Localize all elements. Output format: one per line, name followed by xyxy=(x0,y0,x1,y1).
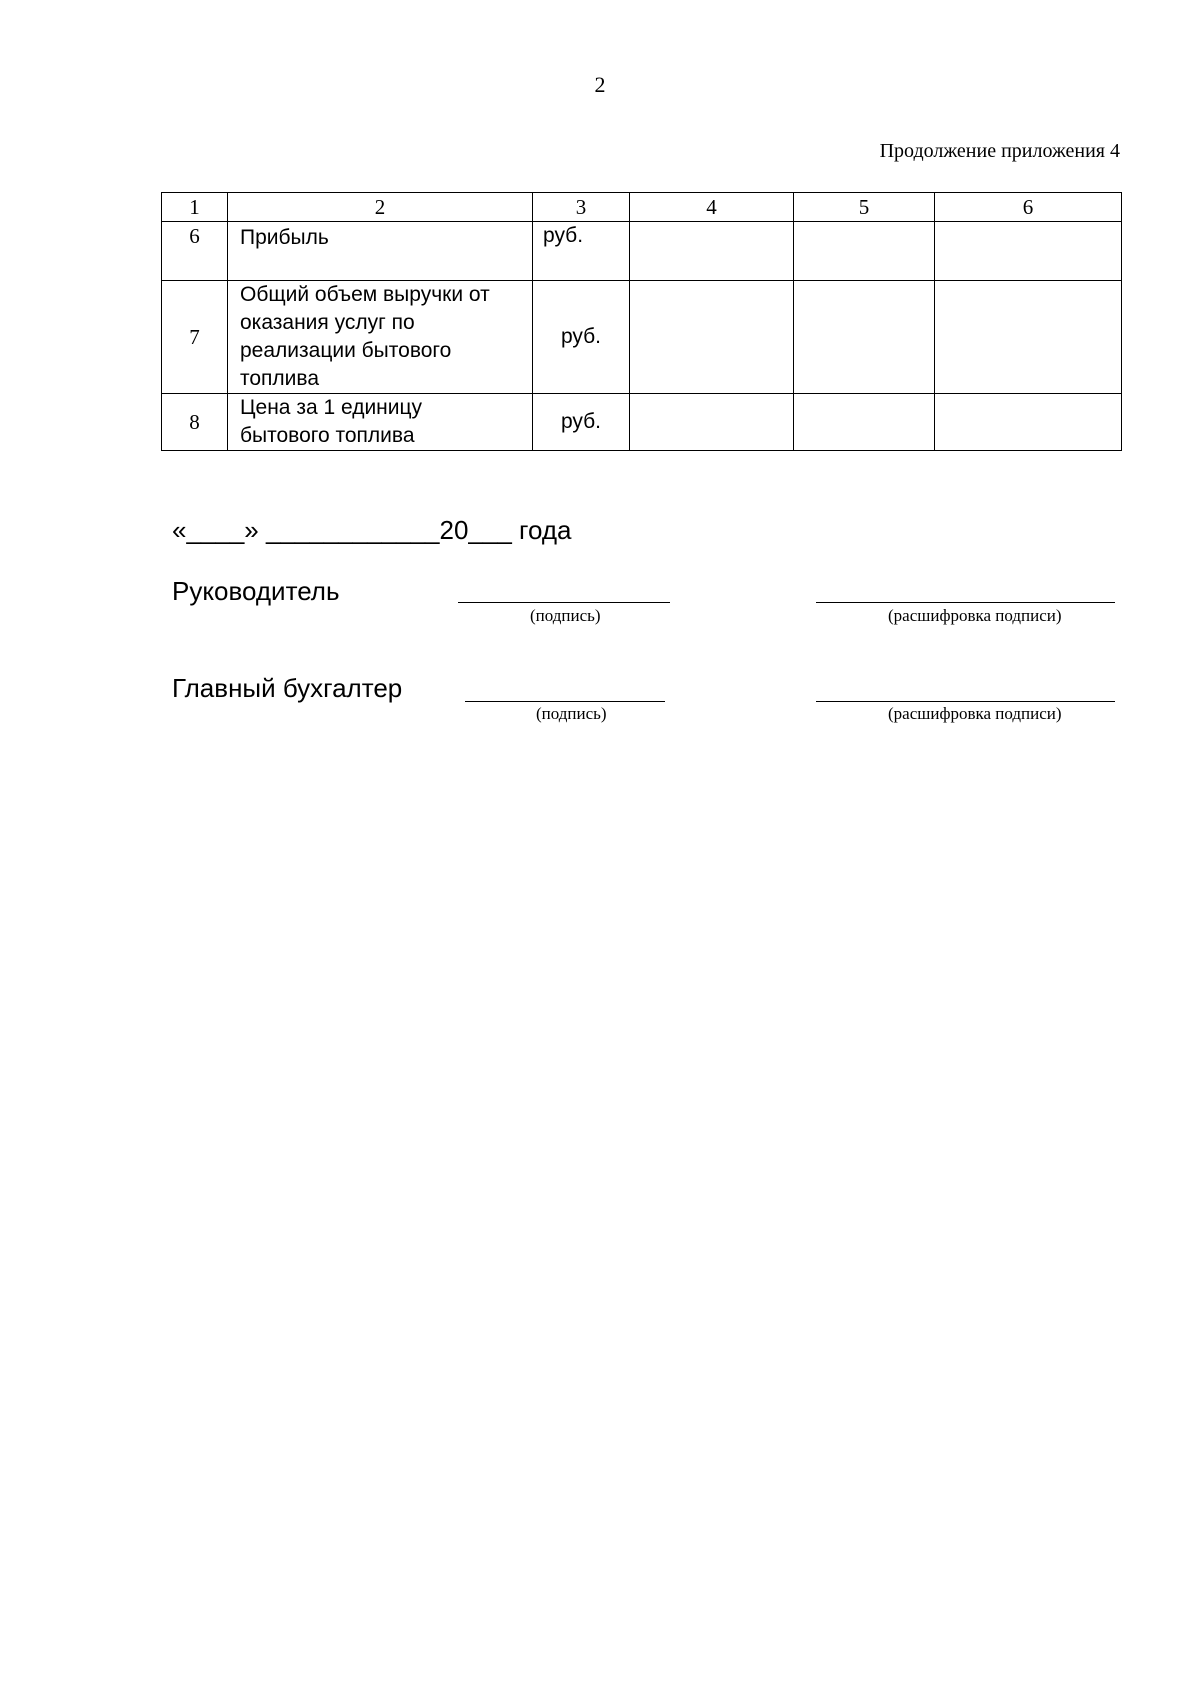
header-cell-2: 2 xyxy=(228,193,533,222)
header-cell-1: 1 xyxy=(162,193,228,222)
row-name-line: реализации бытового xyxy=(240,339,452,362)
value-cell[interactable] xyxy=(935,222,1122,281)
row-name-line: Цена за 1 единицу xyxy=(240,396,423,419)
head-decoding-caption: (расшифровка подписи) xyxy=(888,606,1062,625)
table-row xyxy=(162,394,1122,451)
header-cell-3: 3 xyxy=(533,193,630,222)
row-number: 6 xyxy=(162,222,228,281)
chief-accountant-label: Главный бухгалтер xyxy=(172,673,403,703)
row-name-line: Общий объем выручки от xyxy=(240,283,490,306)
value-cell[interactable] xyxy=(630,222,794,281)
row-number: 8 xyxy=(162,394,228,451)
head-signature-caption: (подпись) xyxy=(530,606,601,625)
chief-accountant-signature-caption: (подпись) xyxy=(536,704,607,723)
chief-accountant-decoding-line[interactable] xyxy=(816,701,1115,702)
row-name-line: бытового топлива xyxy=(240,424,415,447)
table-header-row xyxy=(162,193,1122,222)
row-name-line: оказания услуг по xyxy=(240,311,415,334)
table-row xyxy=(162,281,1122,394)
value-cell[interactable] xyxy=(794,222,935,281)
header-cell-4: 4 xyxy=(630,193,794,222)
row-name xyxy=(228,394,533,451)
row-unit: руб. xyxy=(533,222,630,281)
chief-accountant-decoding-caption: (расшифровка подписи) xyxy=(888,704,1062,723)
value-cell[interactable] xyxy=(630,394,794,451)
row-unit: руб. xyxy=(533,281,630,394)
row-name: Прибыль xyxy=(228,222,533,281)
value-cell[interactable] xyxy=(794,394,935,451)
table-row xyxy=(162,222,1122,281)
head-decoding-line[interactable] xyxy=(816,602,1115,603)
row-number: 7 xyxy=(162,281,228,394)
data-table xyxy=(161,192,1122,451)
value-cell[interactable] xyxy=(794,281,935,394)
chief-accountant-signature-line[interactable] xyxy=(465,701,665,702)
date-line: «____» ____________20___ года xyxy=(172,515,572,545)
value-cell[interactable] xyxy=(935,394,1122,451)
page-number: 2 xyxy=(594,72,606,97)
row-unit: руб. xyxy=(533,394,630,451)
row-name xyxy=(228,281,533,394)
head-label: Руководитель xyxy=(172,576,340,606)
header-cell-6: 6 xyxy=(935,193,1122,222)
row-name-line: топлива xyxy=(240,367,320,390)
head-signature-line[interactable] xyxy=(458,602,670,603)
continuation-title: Продолжение приложения 4 xyxy=(879,140,1120,162)
header-cell-5: 5 xyxy=(794,193,935,222)
value-cell[interactable] xyxy=(935,281,1122,394)
value-cell[interactable] xyxy=(630,281,794,394)
